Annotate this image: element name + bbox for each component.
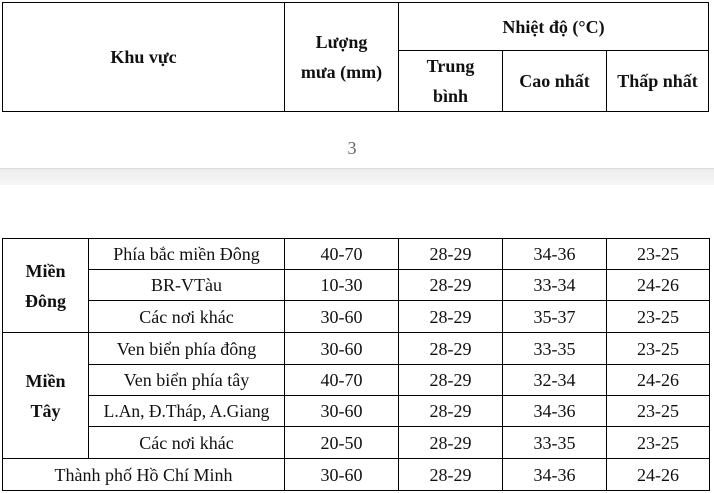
max-cell: 35-37	[533, 306, 576, 327]
subregion-cell: BR-VTàu	[151, 275, 222, 295]
max-cell: 33-35	[533, 338, 576, 359]
subregion-cell: Phía bắc miền Đông	[113, 244, 260, 264]
avg-cell: 28-29	[429, 275, 472, 295]
avg-cell: 28-29	[429, 338, 472, 359]
city-rain: 30-60	[320, 464, 363, 485]
avg-cell: 28-29	[429, 370, 472, 390]
subregion-cell: Các nơi khác	[139, 306, 234, 327]
page-break	[0, 168, 714, 186]
min-cell: 24-26	[637, 275, 679, 295]
page-top	[0, 0, 714, 168]
rain-cell: 30-60	[320, 401, 363, 421]
header-min: Thấp nhất	[617, 71, 698, 91]
header-rainfall: Lượng mưa (mm)	[300, 32, 383, 82]
rain-cell: 30-60	[320, 338, 363, 359]
min-cell: 23-25	[637, 244, 679, 264]
city-max: 34-36	[533, 464, 576, 485]
rain-cell: 40-70	[320, 370, 363, 390]
city-avg: 28-29	[429, 464, 472, 485]
avg-cell: 28-29	[429, 401, 472, 421]
table-border-bottom	[2, 490, 710, 491]
min-cell: 23-25	[637, 401, 679, 421]
avg-cell: 28-29	[429, 244, 472, 264]
subregion-cell: L.An, Đ.Tháp, A.Giang	[103, 401, 270, 421]
min-cell: 23-25	[637, 338, 679, 359]
header-region: Khu vực	[110, 47, 177, 67]
group-mien-dong: Miền Đông	[24, 260, 66, 311]
max-cell: 33-35	[533, 432, 576, 453]
avg-cell: 28-29	[429, 432, 472, 453]
header-max: Cao nhất	[519, 71, 590, 91]
header-temperature: Nhiệt độ (°C)	[502, 16, 605, 37]
subregion-cell: Ven biển phía tây	[123, 370, 250, 390]
max-cell: 32-34	[533, 370, 576, 390]
min-cell: 23-25	[637, 432, 679, 453]
table-vline	[709, 238, 710, 491]
header-vline	[708, 2, 709, 112]
subregion-cell: Ven biển phía đông	[116, 338, 257, 359]
rain-cell: 40-70	[320, 244, 363, 264]
min-cell: 24-26	[637, 370, 679, 390]
rain-cell: 20-50	[320, 432, 363, 453]
city-name: Thành phố Hồ Chí Minh	[54, 464, 233, 485]
subregion-cell: Các nơi khác	[139, 432, 234, 453]
header-avg: Trung bình	[426, 56, 475, 106]
city-min: 24-26	[637, 464, 679, 485]
rain-cell: 10-30	[320, 275, 363, 295]
min-cell: 23-25	[637, 306, 679, 327]
page-number: 3	[347, 138, 357, 158]
header-border-bottom	[2, 111, 709, 112]
avg-cell: 28-29	[429, 306, 472, 327]
max-cell: 33-34	[533, 275, 576, 295]
group-mien-tay: Miền Tây	[25, 370, 66, 421]
rain-cell: 30-60	[320, 306, 363, 327]
max-cell: 34-36	[533, 401, 576, 421]
max-cell: 34-36	[533, 244, 576, 264]
